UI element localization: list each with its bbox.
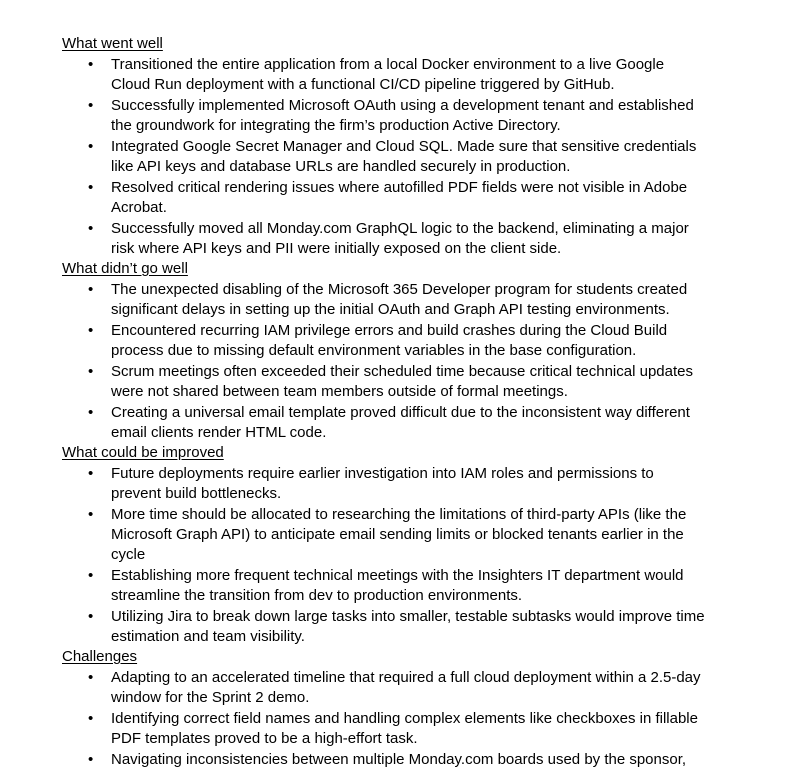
list-item: • Identifying correct field names and handling complex elements like checkboxes in fillable PDF templates proved to be a high-effort task.	[88, 710, 698, 747]
document-page	[0, 34, 796, 770]
bullet-icon: •	[88, 179, 94, 196]
bullet-icon: •	[88, 751, 94, 768]
list-item: • Future deployments require earlier investigation into IAM roles and permissions to prevent build bottlenecks.	[88, 465, 654, 502]
section-heading: Challenges	[62, 648, 138, 665]
bullet-icon: •	[88, 138, 94, 155]
list-item: • Integrated Google Secret Manager and Cloud SQL. Made sure that sensitive credentials like API keys and database URLs are handled securely in production.	[88, 138, 697, 175]
list-item: • Adapting to an accelerated timeline that required a full cloud deployment within a 2.5-day window for the Sprint 2 demo.	[88, 669, 701, 706]
bullet-icon: •	[88, 404, 94, 421]
list-item: • Resolved critical rendering issues where autofilled PDF fields were not visible in Adobe Acrobat.	[88, 179, 688, 216]
list-item: • Transitioned the entire application from a local Docker environment to a live Google Cloud Run deployment with a functional CI/CD pipeline triggered by GitHub.	[88, 56, 665, 93]
bullet-list	[0, 464, 796, 647]
list-item: • Scrum meetings often exceeded their scheduled time because critical technical updates were not shared between team members outside of formal meetings.	[88, 363, 693, 400]
bullet-list	[0, 668, 796, 770]
bullet-list	[0, 55, 796, 259]
list-item: • Successfully implemented Microsoft OAuth using a development tenant and established the groundwork for integrating the firm’s production Active Directory.	[88, 97, 694, 134]
bullet-icon: •	[88, 56, 94, 73]
list-item: • Encountered recurring IAM privilege errors and build crashes during the Cloud Build process due to missing default environment variables in the base configuration.	[88, 322, 668, 359]
section-heading: What didn’t go well	[62, 260, 188, 277]
section-heading: What could be improved	[62, 444, 224, 461]
list-item: • Establishing more frequent technical meetings with the Insighters IT department would streamline the transition from dev to production environments.	[88, 567, 684, 604]
section-what-could-be-improved	[0, 443, 796, 647]
section-what-went-well	[0, 34, 796, 259]
list-item: • Successfully moved all Monday.com GraphQL logic to the backend, eliminating a major risk where API keys and PII were initially exposed on the client side.	[88, 220, 689, 257]
bullet-icon: •	[88, 363, 94, 380]
list-item: • Navigating inconsistencies between multiple Monday.com boards used by the sponsor,	[88, 751, 687, 768]
bullet-icon: •	[88, 281, 94, 298]
bullet-icon: •	[88, 322, 94, 339]
bullet-icon: •	[88, 567, 94, 584]
bullet-icon: •	[88, 669, 94, 686]
bullet-icon: •	[88, 608, 94, 625]
list-item: • Utilizing Jira to break down large tasks into smaller, testable subtasks would improve time estimation and team visibility.	[88, 608, 705, 645]
bullet-icon: •	[88, 506, 94, 523]
section-what-didnt-go-well	[0, 259, 796, 443]
section-challenges	[0, 647, 796, 770]
list-item: • The unexpected disabling of the Microsoft 365 Developer program for students created significant delays in setting up the initial OAuth and Graph API testing environments.	[88, 281, 688, 318]
bullet-icon: •	[88, 465, 94, 482]
bullet-list	[0, 280, 796, 443]
bullet-icon: •	[88, 97, 94, 114]
list-item: • More time should be allocated to researching the limitations of third-party APIs (like the Microsoft Graph API) to anticipate email sending limits or blocked tenants earlier in the cycle	[88, 506, 687, 563]
section-heading: What went well	[62, 35, 163, 52]
bullet-icon: •	[88, 220, 94, 237]
list-item: • Creating a universal email template proved difficult due to the inconsistent way different email clients render HTML code.	[88, 404, 690, 441]
bullet-icon: •	[88, 710, 94, 727]
